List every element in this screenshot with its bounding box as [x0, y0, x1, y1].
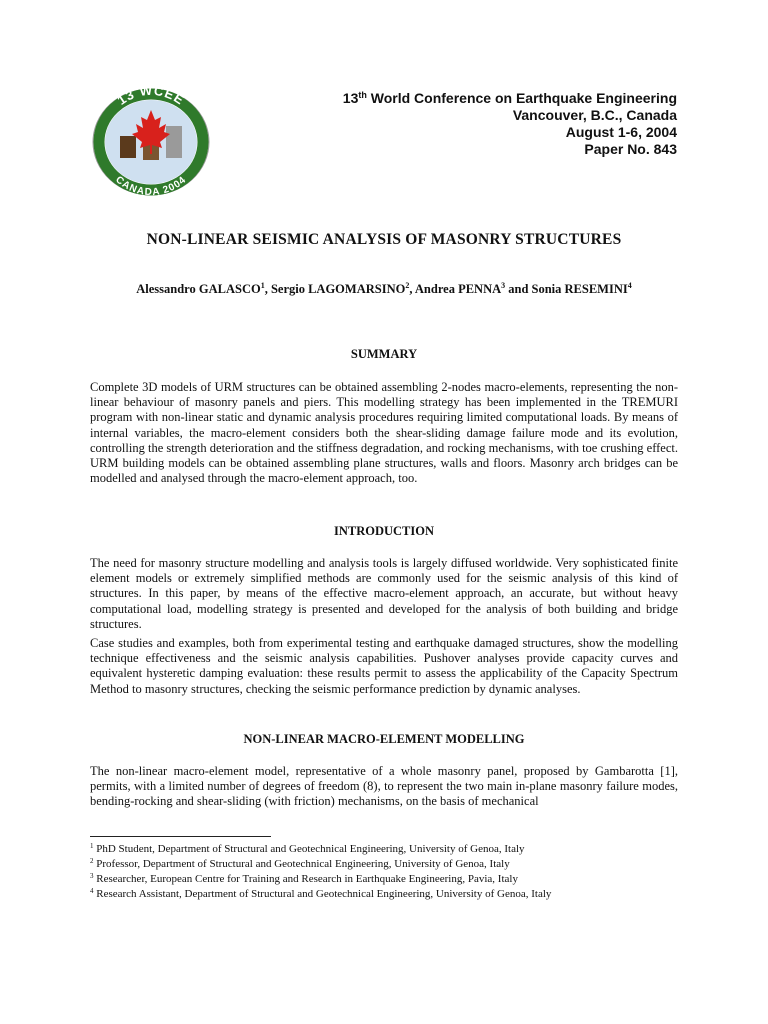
footnote — [90, 857, 690, 872]
footnote-text: Researcher, European Centre for Training and Research in Earthquake Engineering, Pavia, Italy — [96, 873, 518, 885]
summary-heading: SUMMARY — [350, 347, 418, 361]
modelling-heading: NON-LINEAR MACRO-ELEMENT MODELLING — [243, 732, 525, 746]
author-name: Andrea PENNA — [414, 282, 502, 296]
conference-name-line — [343, 90, 677, 107]
author-name: Alessandro GALASCO — [136, 282, 261, 296]
footnote-rule — [90, 836, 271, 837]
conference-dates: August 1-6, 2004 — [565, 124, 677, 140]
author-list — [0, 282, 768, 297]
footnote — [90, 887, 690, 902]
modelling-paragraph: The non-linear macro-element model, representative of a whole masonry panel, proposed by Gambarotta [1], permits, with a limited number of degrees of freedom (8), to represent the two main in-plane masonry failure modes, bending-rocking and shear-sliding (with friction) mechanisms, on the basis of mechanical — [90, 764, 678, 809]
paper-title: NON-LINEAR SEISMIC ANALYSIS OF MASONRY STRUCTURES — [146, 231, 622, 248]
conference-name: World Conference on Earthquake Engineering — [370, 90, 677, 106]
introduction-paragraph-2: Case studies and examples, both from experimental testing and earthquake damaged structures, show the modelling technique effectiveness and the seismic analysis capabilities. Pushover analyses provide capacity curves and equivalent hysteretic damping evaluation: these results permit to assess the applicability of the Capacity Spectrum Method to masonry structures, checking the seismic performance prediction by dynamic analyses. — [90, 636, 678, 696]
footnote-text: PhD Student, Department of Structural and Geotechnical Engineering, University of Genoa, Italy — [96, 843, 525, 855]
footnote-text: Professor, Department of Structural and Geotechnical Engineering, University of Genoa, Italy — [96, 858, 510, 870]
logo-text-bottom: CANADA 2004 — [113, 174, 189, 198]
footnote — [90, 842, 690, 857]
author-separator: , — [264, 282, 271, 296]
footnote-mark: 2 — [90, 857, 94, 865]
wcee-logo-graphic — [86, 86, 216, 198]
logo-bar-right — [166, 126, 182, 158]
author-name: Sergio LAGOMARSINO — [270, 282, 406, 296]
footnotes — [90, 842, 690, 902]
paper-number: Paper No. 843 — [584, 141, 677, 157]
affiliation-mark: 3 — [501, 281, 506, 290]
conference-logo — [86, 86, 216, 198]
logo-text-top: 13 WCEE — [114, 86, 188, 108]
conference-ordinal: th — [358, 90, 367, 100]
footnote-mark: 4 — [90, 887, 94, 895]
affiliation-mark: 2 — [405, 281, 410, 290]
conference-location: Vancouver, B.C., Canada — [512, 107, 677, 123]
footnote — [90, 872, 690, 887]
conference-info — [343, 90, 677, 158]
affiliation-mark: 4 — [627, 281, 632, 290]
summary-paragraph: Complete 3D models of URM structures can be obtained assembling 2-nodes macro-elements, representing the non-linear behaviour of masonry panels and piers. This modelling strategy has been implemented in the TREMURI program with non-linear static and dynamic analysis procedures requiring limited computational loads. By means of internal variables, the macro-element considers both the shear-sliding damage failure mode and its evolution, controlling the strength deterioration and the stiffness degradation, and rocking mechanisms, with toe crushing effect. URM building models can be obtained assembling plane structures, walls and floors. Masonry arch bridges can be modelled and analysed through the macro-element approach, too. — [90, 380, 678, 486]
footnote-mark: 1 — [90, 842, 94, 850]
logo-bar-left — [120, 136, 136, 158]
footnote-mark: 3 — [90, 872, 94, 880]
footnote-text: Research Assistant, Department of Structural and Geotechnical Engineering, University of Genoa, Italy — [96, 888, 552, 900]
author-name: Sonia RESEMINI — [531, 282, 628, 296]
affiliation-mark: 1 — [260, 281, 265, 290]
author-separator: and — [505, 282, 532, 296]
conference-number: 13 — [342, 90, 359, 106]
introduction-paragraph-1: The need for masonry structure modelling and analysis tools is largely diffused worldwide. Very sophisticated finite element models or extremely simplified methods are commonly used for the seismic analysis of this kind of structures. In this paper, by means of the effective macro-element approach, an accurate, but without heavy computational load, modelling strategy is presented and developed for the analysis of both building and bridge structures. — [90, 556, 678, 631]
author-separator: , — [409, 282, 415, 296]
introduction-heading: INTRODUCTION — [333, 524, 434, 538]
